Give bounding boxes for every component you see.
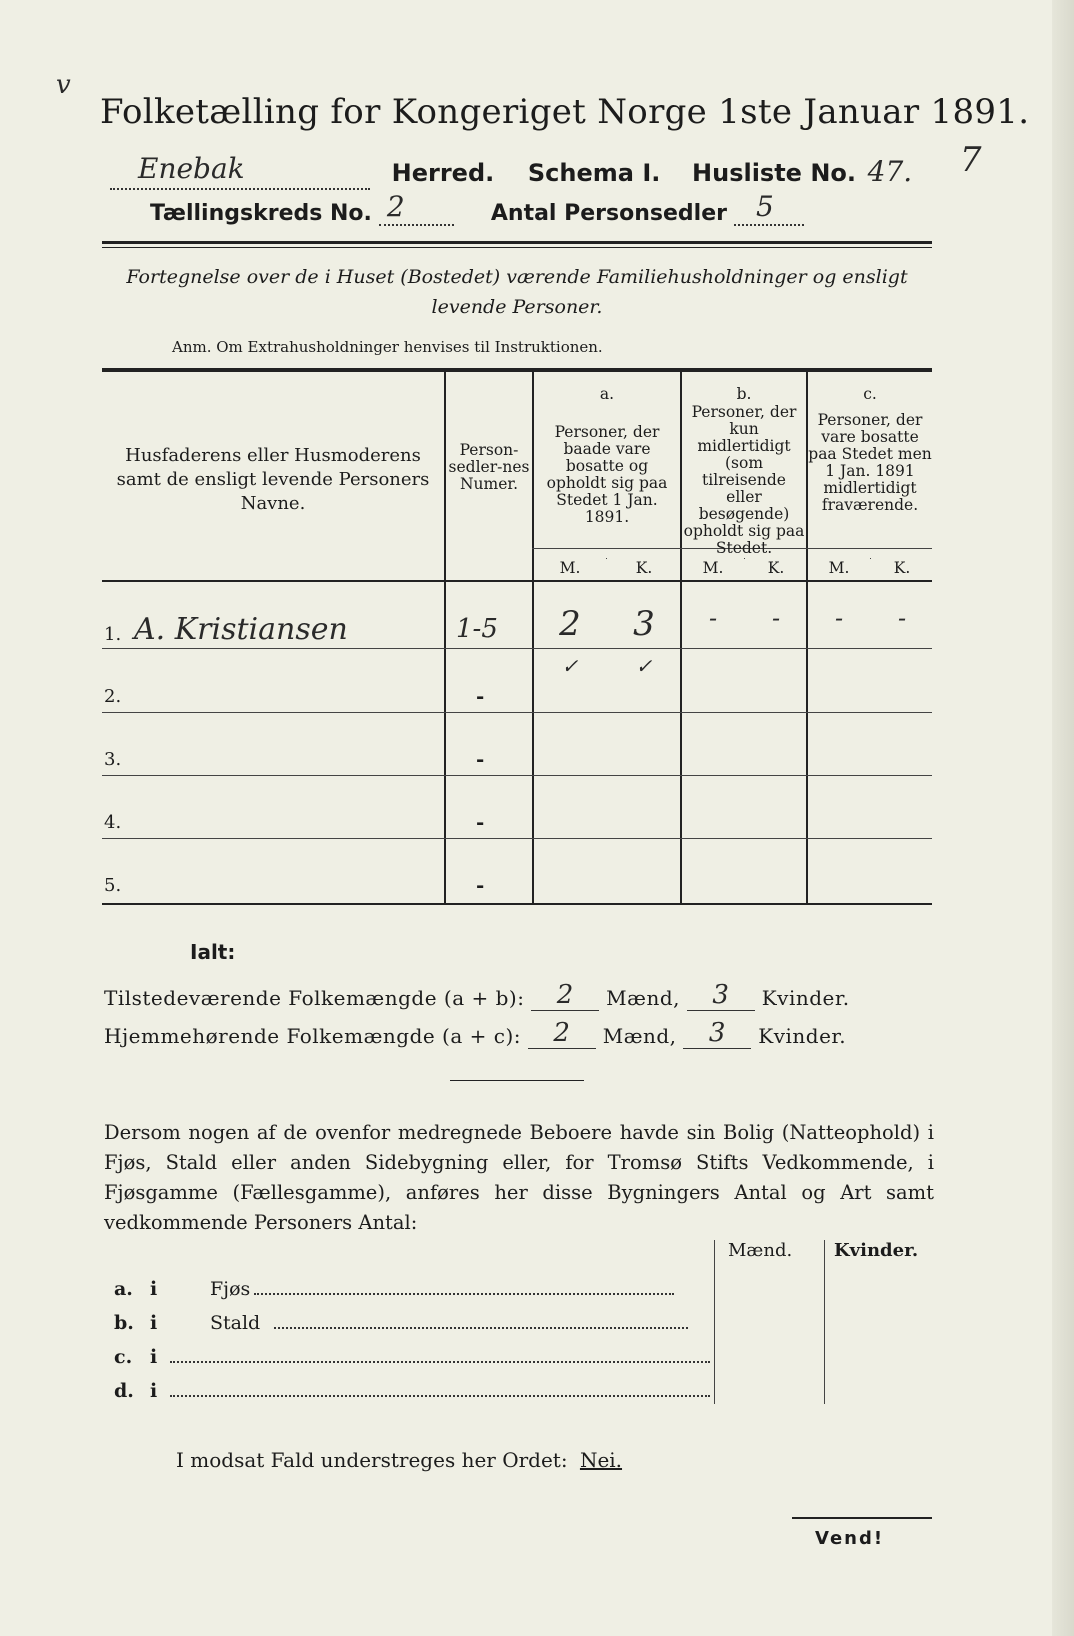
row-num-3: 3. [104,749,122,770]
row-num-4: 4. [104,812,122,833]
row-num-1: 1. [104,624,122,645]
tilstede-maend-label: Mænd, [606,986,680,1010]
tilstede-maend-value: 2 [556,980,574,1010]
row4-sedler: - [476,810,485,834]
check-mark-a-k: ✓ [635,654,653,678]
schema-label: Schema I. [527,159,661,187]
fill-row-d: d. i [114,1380,710,1402]
header-c-letter: c. [863,385,877,403]
hjemme-kvinder-label: Kvinder. [758,1024,847,1048]
header-names: Husfaderens eller Husmoderens samt de ensligt levende Personers Navne. [116,445,430,514]
fill-col-divider-2 [824,1240,825,1404]
nei-word: Nei. [579,1448,623,1472]
modsat-text: I modsat Fald understreges her Ordet: [176,1448,568,1472]
header-a-k: K. [635,559,653,577]
table-bottom-rule [102,903,932,905]
row2-sedler: - [476,684,485,708]
top-rule [102,241,932,244]
modsat-line [176,1448,622,1472]
header-c-m: M. [828,559,850,577]
fill-row-c: c. i [114,1346,710,1368]
check-mark-a-m: ✓ [561,654,579,678]
header-row-herred [110,140,982,190]
row5-sedler: - [476,873,485,897]
header-b: Personer, der kun midlertidigt (som tilreisende eller besøgende) opholdt sig paa Stedet. [683,403,805,557]
header-personsedler: Person-sedler-nes Numer. [448,441,530,493]
row-num-5: 5. [104,875,122,896]
header-a-letter: a. [599,385,615,403]
header-a: Personer, der baade vare bosatte og opholdt sig paa Stedet 1 Jan. 1891. [546,423,668,526]
row1-c-k: - [897,604,907,632]
antal-value: 5 [755,190,774,223]
tilstede-label: Tilstedeværende Folkemængde (a + b): [104,986,525,1010]
hjemme-maend-label: Mænd, [602,1024,677,1048]
form-title: Folketælling for Kongeriget Norge 1ste Januar 1891. [100,92,1030,132]
tilstede-kvinder-value: 3 [712,980,730,1010]
row-rule-4 [102,838,932,839]
tilstede-row [104,982,850,1013]
hjemme-row [104,1020,846,1051]
page-edge [1052,0,1074,1636]
fill-row-a: a. i Fjøs [114,1278,674,1300]
antal-label: Antal Personsedler [490,201,727,226]
husliste-extra: 7 [959,140,982,180]
col-divider-c-mk [870,558,871,559]
row1-b-k: - [771,604,781,632]
fill-row-b: b. i Stald [114,1312,688,1334]
maend-column-head: Mænd. [728,1240,793,1261]
row1-c-m: - [834,604,844,632]
vend-rule [792,1517,932,1519]
fill-col-divider-1 [714,1240,715,1404]
row-num-2: 2. [104,686,122,707]
row-rule-3 [102,775,932,776]
header-c: Personer, der vare bosatte paa Stedet men 1 Jan. 1891 midlertidigt fraværende. [808,411,932,514]
separator-short [450,1080,584,1081]
header-b-m: M. [702,559,724,577]
header-b-k: K. [767,559,785,577]
herred-label: Herred. [391,159,495,187]
hjemme-maend-value: 2 [553,1018,571,1048]
ialt-label: Ialt: [190,940,236,964]
header-b-letter: b. [736,385,752,403]
taellingskreds-label: Tællingskreds No. [150,201,372,226]
hjemme-label: Hjemmehørende Folkemængde (a + c): [104,1024,521,1048]
fortegnelse-heading: Fortegnelse over de i Huset (Bostedet) værende Familiehusholdninger og ensligt levende Personer. [126,266,908,318]
tilstede-kvinder-label: Kvinder. [761,986,850,1010]
col-divider-a-mk [606,558,607,559]
header-a-m: M. [559,559,581,577]
taellingskreds-value: 2 [386,190,405,223]
kvinder-column-head: Kvinder. [834,1240,919,1261]
instruction-paragraph: Dersom nogen af de ovenfor medregnede Beboere havde sin Bolig (Natteophold) i Fjøs, Stald eller anden Sidebygning eller, for Tromsø Stifts Vedkommende, i Fjøsgamme (Fællesgamme), anføres her disse Bygningers Antal og Art samt vedkommende Personers Antal: [104,1121,934,1234]
hjemme-kvinder-value: 3 [708,1018,726,1048]
anm-note: Anm. Om Extrahusholdninger henvises til Instruktionen. [172,338,603,356]
husliste-value: 47. [867,155,913,188]
row1-a-m: 2 [559,604,581,644]
row1-sedler: 1-5 [456,614,498,644]
row1-name: A. Kristiansen [134,612,348,647]
herred-value: Enebak [138,152,245,185]
col-divider-b-mk [744,558,745,559]
row1-b-m: - [708,604,718,632]
top-rule-thin [102,247,932,248]
row3-sedler: - [476,747,485,771]
header-c-k: K. [893,559,911,577]
header-row-kreds [150,190,910,238]
husliste-label: Husliste No. [692,159,857,187]
row-rule-2 [102,712,932,713]
row1-a-k: 3 [633,604,655,644]
margin-mark: v [56,70,71,100]
vend-label: Vend! [815,1528,885,1549]
row-rule-1 [102,648,932,649]
